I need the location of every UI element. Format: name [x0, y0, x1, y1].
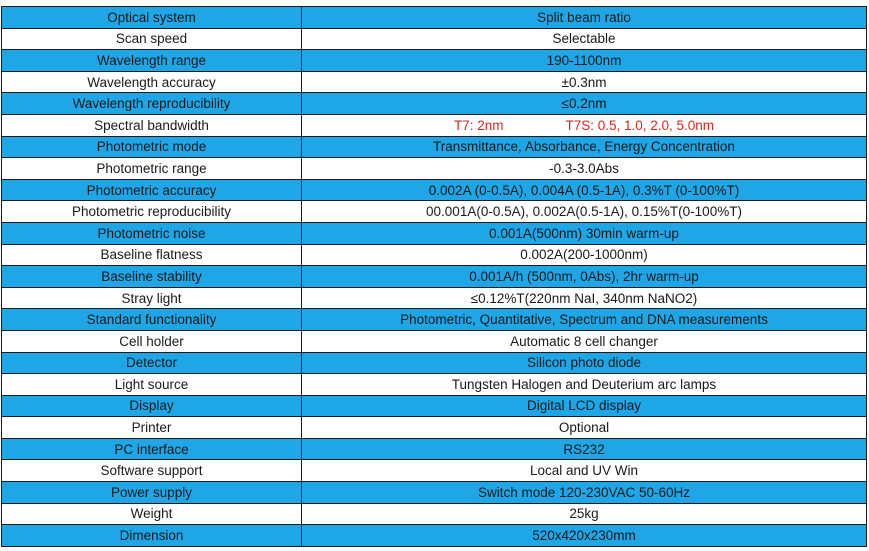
spec-label: Printer [2, 417, 302, 439]
table-row [2, 222, 867, 244]
spec-label: Optical system [2, 7, 302, 29]
table-row [2, 374, 867, 396]
spec-label: Photometric accuracy [2, 179, 302, 201]
spec-value: 00.001A(0-0.5A), 0.002A(0.5-1A), 0.15%T(0-100%T) [302, 201, 867, 223]
spec-value: Silicon photo diode [302, 352, 867, 374]
table-row [2, 460, 867, 482]
spec-label: Wavelength accuracy [2, 71, 302, 93]
table-row [2, 201, 867, 223]
specification-table [1, 6, 867, 547]
spec-value: Transmittance, Absorbance, Energy Concentration [302, 136, 867, 158]
spec-value: 520x420x230mm [302, 525, 867, 547]
spec-value: Local and UV Win [302, 460, 867, 482]
table-row [2, 287, 867, 309]
table-row [2, 482, 867, 504]
spec-value: Selectable [302, 28, 867, 50]
spec-label: Power supply [2, 482, 302, 504]
spec-label: Detector [2, 352, 302, 374]
spec-value: 0.001A(500nm) 30min warm-up [302, 222, 867, 244]
table-row [2, 438, 867, 460]
spec-label: Photometric mode [2, 136, 302, 158]
spec-value: Tungsten Halogen and Deuterium arc lamps [302, 374, 867, 396]
spec-label: Baseline stability [2, 266, 302, 288]
spec-label: Photometric range [2, 158, 302, 180]
spec-label: Wavelength reproducibility [2, 93, 302, 115]
spec-label: Weight [2, 503, 302, 525]
spec-value: Digital LCD display [302, 395, 867, 417]
spec-value: 25kg [302, 503, 867, 525]
table-row [2, 136, 867, 158]
spec-label: Display [2, 395, 302, 417]
spec-label: Scan speed [2, 28, 302, 50]
spec-value: Automatic 8 cell changer [302, 330, 867, 352]
table-row [2, 503, 867, 525]
table-row [2, 93, 867, 115]
spec-value: 190-1100nm [302, 50, 867, 72]
table-row [2, 158, 867, 180]
spec-label: Standard functionality [2, 309, 302, 331]
bandwidth-t7: T7: 2nm [453, 117, 504, 133]
table-row [2, 417, 867, 439]
table-row [2, 330, 867, 352]
spec-value: Switch mode 120-230VAC 50-60Hz [302, 482, 867, 504]
table-row [2, 114, 867, 136]
spec-label: Cell holder [2, 330, 302, 352]
spec-label: Wavelength range [2, 50, 302, 72]
spec-label: PC interface [2, 438, 302, 460]
spec-value: ±0.3nm [302, 71, 867, 93]
spec-label: Spectral bandwidth [2, 114, 302, 136]
table-row [2, 71, 867, 93]
table-row [2, 352, 867, 374]
table-row [2, 50, 867, 72]
spec-value: Optional [302, 417, 867, 439]
spec-label: Photometric noise [2, 222, 302, 244]
spec-value: 0.002A (0-0.5A), 0.004A (0.5-1A), 0.3%T (0-100%T) [302, 179, 867, 201]
spec-value: -0.3-3.0Abs [302, 158, 867, 180]
table-row [2, 395, 867, 417]
table-row [2, 179, 867, 201]
table-row [2, 244, 867, 266]
spec-value: ≤0.2nm [302, 93, 867, 115]
spec-value: 0.002A(200-1000nm) [302, 244, 867, 266]
spec-label: Dimension [2, 525, 302, 547]
table-row [2, 525, 867, 547]
table-row [2, 266, 867, 288]
spec-value-bandwidth [302, 114, 867, 136]
specification-table-body [2, 7, 867, 547]
spec-label: Photometric reproducibility [2, 201, 302, 223]
spec-label: Baseline flatness [2, 244, 302, 266]
spec-label: Stray light [2, 287, 302, 309]
table-row [2, 309, 867, 331]
bandwidth-t7s: T7S: 0.5, 1.0, 2.0, 5.0nm [565, 117, 715, 133]
spec-value: 0.001A/h (500nm, 0Abs), 2hr warm-up [302, 266, 867, 288]
spec-value: ≤0.12%T(220nm NaI, 340nm NaNO2) [302, 287, 867, 309]
spec-value: Split beam ratio [302, 7, 867, 29]
spec-label: Software support [2, 460, 302, 482]
spec-label: Light source [2, 374, 302, 396]
table-row [2, 7, 867, 29]
spec-value: RS232 [302, 438, 867, 460]
table-row [2, 28, 867, 50]
spec-value: Photometric, Quantitative, Spectrum and DNA measurements [302, 309, 867, 331]
